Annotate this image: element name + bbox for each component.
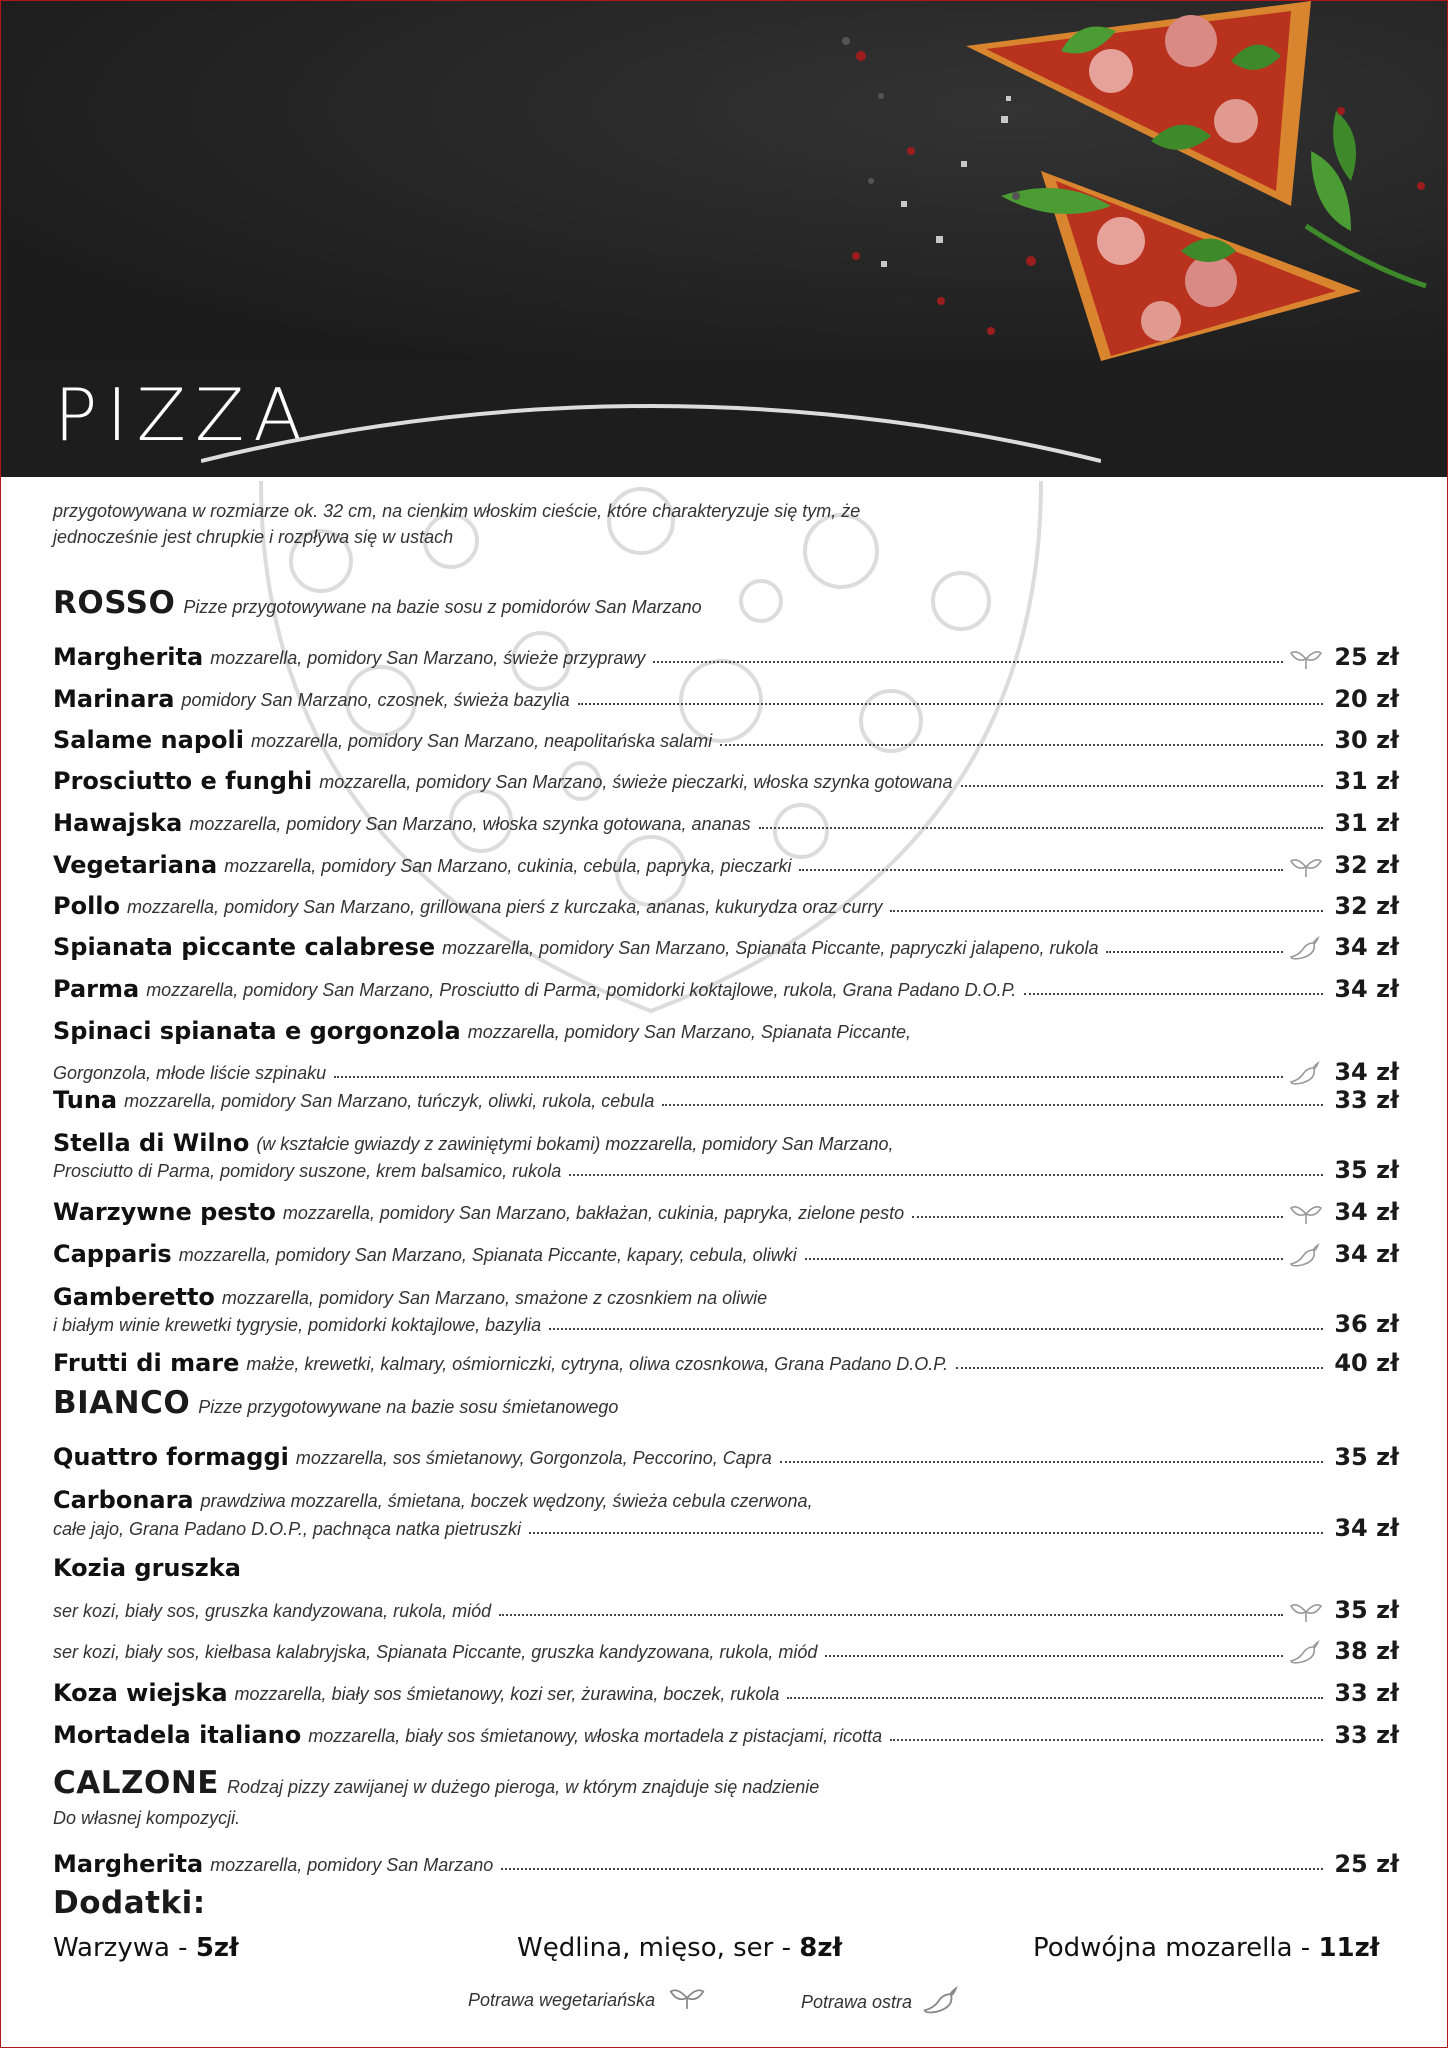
menu-item: Margherita mozzarella, pomidory San Marzano, świeże przyprawy 25 zł	[53, 643, 1399, 671]
leaf-icon	[667, 1985, 707, 2016]
menu-item: Spianata piccante calabrese mozzarella, pomidory San Marzano, Spianata Piccante, papryczki jalapeno, rukola 34 zł	[53, 933, 1399, 961]
section-description: Pizze przygotowywane na bazie sosu śmietanowego	[198, 1397, 619, 1417]
menu-item: Koza wiejska mozzarella, biały sos śmietanowy, kozi ser, żurawina, boczek, rukola 33 zł	[53, 1679, 1399, 1707]
menu-item: Margherita mozzarella, pomidory San Marzano 25 zł	[53, 1850, 1399, 1878]
menu-item: Frutti di mare małże, krewetki, kalmary, ośmiorniczki, cytryna, oliwa czosnkowa, Grana Padano D.O.P. 40 zł	[53, 1349, 1399, 1377]
menu-item: Marinara pomidory San Marzano, czosnek, świeża bazylia 20 zł	[53, 685, 1399, 713]
leaf-icon	[1289, 853, 1323, 879]
chili-icon	[1289, 935, 1323, 961]
leaf-icon	[1289, 1200, 1323, 1226]
menu-item: Pollo mozzarella, pomidory San Marzano, grillowana pierś z kurczaka, ananas, kukurydza oraz curry 32 zł	[53, 892, 1399, 920]
menu-item: Carbonara prawdziwa mozzarella, śmietana, boczek wędzony, świeża cebula czerwona,	[53, 1486, 813, 1514]
hero-image	[1, 1, 1447, 361]
extras-header	[53, 1885, 206, 1921]
menu-item: Hawajska mozzarella, pomidory San Marzano, włoska szynka gotowana, ananas 31 zł	[53, 809, 1399, 837]
menu-item: Stella di Wilno (w kształcie gwiazdy z zawiniętymi bokami) mozzarella, pomidory San Marzano,	[53, 1129, 894, 1157]
menu-item: Vegetariana mozzarella, pomidory San Marzano, cukinia, cebula, papryka, pieczarki 32 zł	[53, 851, 1399, 879]
leaf-icon	[1289, 1598, 1323, 1624]
menu-item: Prosciutto e funghi mozzarella, pomidory San Marzano, świeże pieczarki, włoska szynka gotowana 31 zł	[53, 767, 1399, 795]
legend-vegetarian: Potrawa wegetariańska	[468, 1985, 707, 2016]
chili-icon	[1289, 1242, 1323, 1268]
section-heading: ROSSO	[53, 585, 176, 621]
chili-icon	[1289, 1639, 1323, 1665]
section-description: Rodzaj pizzy zawijanej w dużego pieroga, w którym znajduje się nadzienie	[226, 1777, 820, 1797]
menu-item: Spinaci spianata e gorgonzola mozzarella, pomidory San Marzano, Spianata Piccante,	[53, 1017, 911, 1045]
menu-item: Parma mozzarella, pomidory San Marzano, Prosciutto di Parma, pomidorki koktajlowe, rukola, Grana Padano D.O.P. 34 zł	[53, 975, 1399, 1003]
menu-item: Mortadela italiano mozzarella, biały sos śmietanowy, włoska mortadela z pistacjami, ricotta 33 zł	[53, 1721, 1399, 1749]
menu-item-continuation: Prosciutto di Parma, pomidory suszone, krem balsamico, rukola 35 zł	[53, 1156, 1399, 1184]
menu-item-continuation: i białym winie krewetki tygrysie, pomidorki koktajlowe, bazylia 36 zł	[53, 1310, 1399, 1338]
intro-text: przygotowywana w rozmiarze ok. 32 cm, na cienkim włoskim cieście, które charakteryzuje się tym, że jednocześnie jest chrupkie i rozpływa się w ustach	[53, 501, 861, 547]
extra-mozzarella: Podwójna mozarella - 11zł	[1033, 1933, 1380, 1963]
page-title: PIZZA	[54, 373, 312, 457]
section-description-continuation: Do własnej kompozycji.	[53, 1808, 241, 1828]
menu-item: Warzywne pesto mozzarella, pomidory San Marzano, bakłażan, cukinia, papryka, zielone pesto 34 zł	[53, 1198, 1399, 1226]
extras-heading: Dodatki:	[53, 1885, 206, 1921]
extra-vegetables: Warzywa - 5zł	[53, 1933, 239, 1963]
section-heading: CALZONE	[53, 1765, 219, 1801]
menu-item: Quattro formaggi mozzarella, sos śmietanowy, Gorgonzola, Peccorino, Capra 35 zł	[53, 1443, 1399, 1471]
menu-item-continuation: Gorgonzola, młode liście szpinaku 34 zł	[53, 1058, 1399, 1086]
menu-item-variant: ser kozi, biały sos, kiełbasa kalabryjska, Spianata Piccante, gruszka kandyzowana, rukola, miód 38 zł	[53, 1637, 1399, 1665]
leaf-icon	[1289, 645, 1323, 671]
extra-meat: Wędlina, mięso, ser - 8zł	[517, 1933, 843, 1963]
menu-item-variant: ser kozi, biały sos, gruszka kandyzowana, rukola, miód 35 zł	[53, 1596, 1399, 1624]
menu-item: Salame napoli mozzarella, pomidory San Marzano, neapolitańska salami 30 zł	[53, 726, 1399, 754]
menu-item: Tuna mozzarella, pomidory San Marzano, tuńczyk, oliwki, rukola, cebula 33 zł	[53, 1086, 1399, 1114]
section-heading: BIANCO	[53, 1385, 191, 1421]
section-description: Pizze przygotowywane na bazie sosu z pomidorów San Marzano	[183, 597, 702, 617]
pizza-slices-photo	[1, 1, 1447, 361]
section-rosso-header	[53, 585, 702, 621]
menu-item: Gamberetto mozzarella, pomidory San Marzano, smażone z czosnkiem na oliwie	[53, 1283, 768, 1311]
chili-icon	[922, 1985, 962, 2020]
legend-spicy: Potrawa ostra	[801, 1985, 962, 2020]
section-calzone-header	[53, 1765, 819, 1801]
menu-item: Capparis mozzarella, pomidory San Marzano, Spianata Piccante, kapary, cebula, oliwki 34 zł	[53, 1240, 1399, 1268]
section-bianco-header	[53, 1385, 618, 1421]
menu-item-continuation: całe jajo, Grana Padano D.O.P., pachnąca natka pietruszki 34 zł	[53, 1514, 1399, 1542]
menu-item: Kozia gruszka	[53, 1554, 241, 1582]
